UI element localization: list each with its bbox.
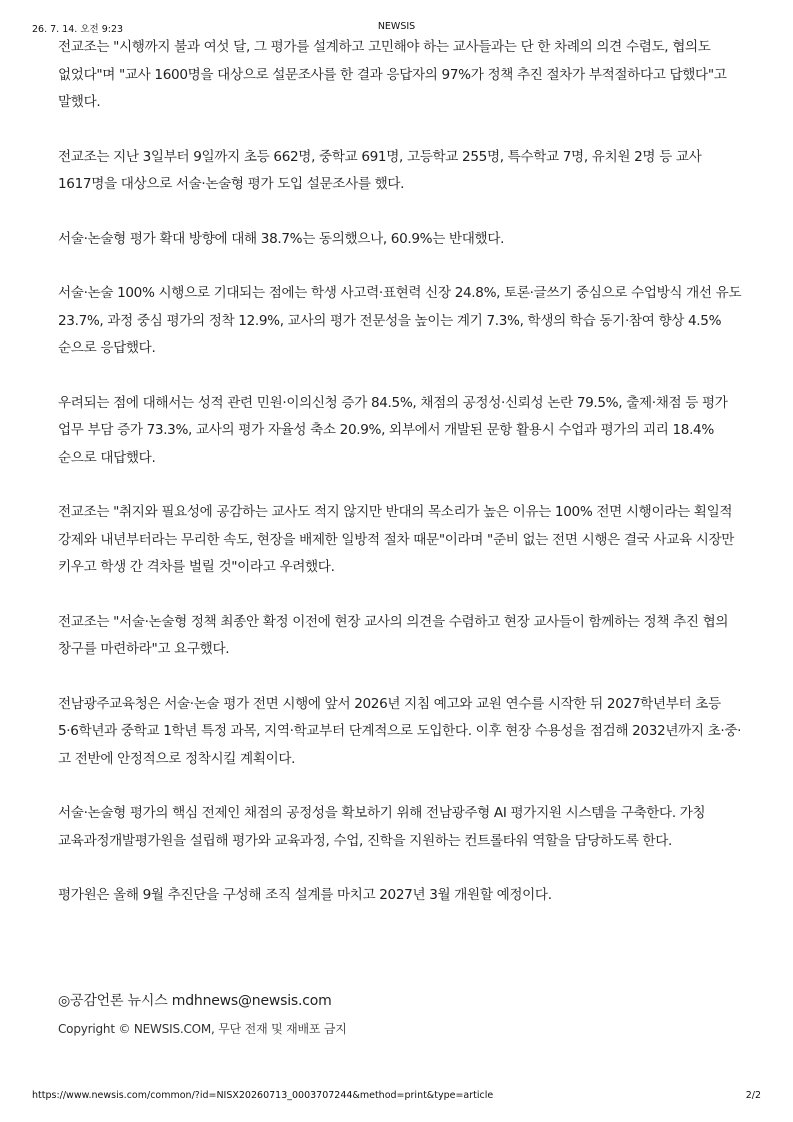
article-body <box>58 34 742 937</box>
article-paragraph: 전교조는 지난 3일부터 9일까지 초등 662명, 중학교 691명, 고등학교 255명, 특수학교 7명, 유치원 2명 등 교사 1617명을 대상으로 서술·논술형 평가 도입 설문조사를 했다. <box>58 148 702 192</box>
article-paragraph: 전교조는 "취지와 필요성에 공감하는 교사도 적지 않지만 반대의 목소리가 높은 이유는 100% 전면 시행이라는 획일적 강제와 내년부터라는 무리한 속도, 현장을 배제한 일방적 절차 때문"이라며 "준비 없는 전면 시행은 결국 사교육 시장만 키우고 학생 간 격차를 벌릴 것"이라고 우려했다. <box>58 504 735 575</box>
article-paragraph: 서술·논술형 평가의 핵심 전제인 채점의 공정성을 확보하기 위해 전남광주형 AI 평가지원 시스템을 구축한다. 가칭 교육과정개발평가원을 설립해 평가와 교육과정, 수업, 진학을 지원하는 컨트롤타워 역할을 담당하도록 한다. <box>58 805 706 849</box>
article-paragraph: 전교조는 "시행까지 불과 여섯 달, 그 평가를 설계하고 고민해야 하는 교사들과는 단 한 차례의 의견 수렴도, 협의도 없었다"며 "교사 1600명을 대상으로 설문조사를 한 결과 응답자의 97%가 정책 추진 절차가 부적절하다고 답했다"고 말했다. <box>58 39 727 110</box>
print-datetime: 26. 7. 14. 오전 9:23 <box>32 24 124 35</box>
article-paragraph: 평가원은 올해 9월 추진단을 구성해 조직 설계를 마치고 2027년 3월 개원할 예정이다. <box>58 887 552 903</box>
print-header <box>32 21 761 35</box>
site-name: NEWSIS <box>377 21 416 32</box>
article-paragraph: 전남광주교육청은 서술·논술 평가 전면 시행에 앞서 2026년 지침 예고와 교원 연수를 시작한 뒤 2027학년부터 초등 5·6학년과 중학교 1학년 특정 과목, 지역·학교부터 단계적으로 도입한다. 이후 현장 수용성을 점검해 2032년까지 초·중·고 전반에 안정적으로 정착시킬 계획이다. <box>58 695 742 767</box>
page-url: https://www.newsis.com/common/?id=NISX20260713_0003707244&method=print&type=article <box>32 1090 494 1101</box>
article-paragraph: 서술·논술형 평가 확대 방향에 대해 38.7%는 동의했으나, 60.9%는 반대했다. <box>58 230 505 247</box>
copyright-notice: Copyright © NEWSIS.COM, 무단 전재 및 재배포 금지 <box>58 1022 347 1036</box>
article-paragraph: 우려되는 점에 대해서는 성적 관련 민원·이의신청 증가 84.5%, 채점의 공정성·신뢰성 논란 79.5%, 출제·채점 등 평가 업무 부담 증가 73.3%, 교사의 평가 자율성 축소 20.9%, 외부에서 개발된 문항 활용시 수업과 평가의 괴리 18.4% 순으로 대답했다. <box>58 394 728 466</box>
article-paragraph: 전교조는 "서술·논술형 정책 최종안 확정 이전에 현장 교사의 의견을 수렴하고 현장 교사들이 함께하는 정책 추진 협의 창구를 마련하라"고 요구했다. <box>58 613 729 657</box>
byline: ◎공감언론 뉴시스 mdhnews@newsis.com <box>58 993 332 1009</box>
article-paragraph: 서술·논술 100% 시행으로 기대되는 점에는 학생 사고력·표현력 신장 24.8%, 토론·글쓰기 중심으로 수업방식 개선 유도 23.7%, 과정 중심 평가의 정착 12.9%, 교사의 평가 전문성을 높이는 계기 7.3%, 학생의 학습 동기·참여 향상 4.5% 순으로 응답했다. <box>58 285 742 356</box>
page-number: 2/2 <box>745 1090 761 1101</box>
